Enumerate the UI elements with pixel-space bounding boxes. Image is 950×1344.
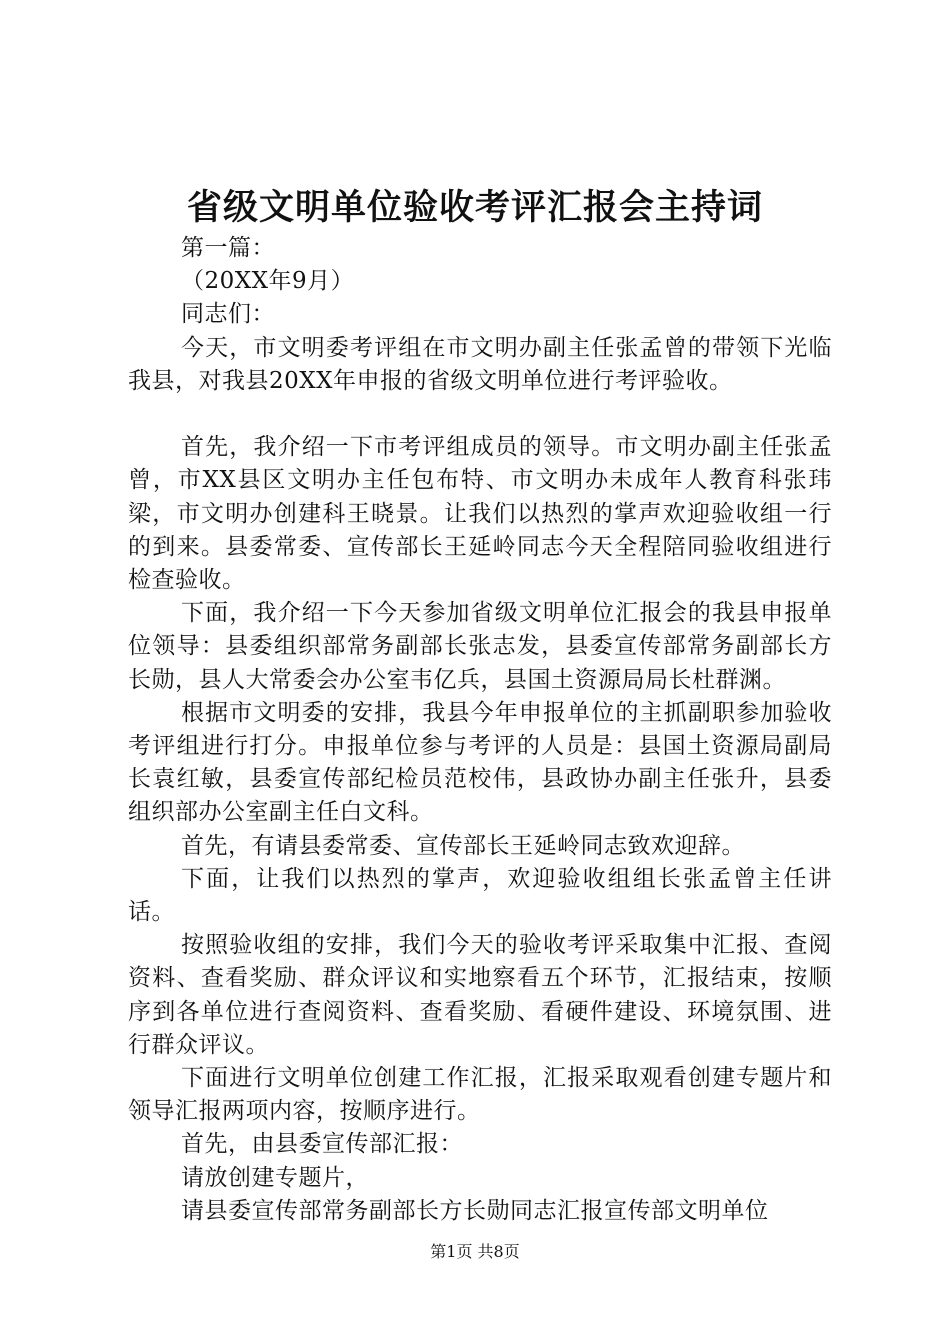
paragraph-salutation: 同志们： bbox=[181, 301, 275, 328]
paragraph: 首先，有请县委常委、宣传部长王延岭同志致欢迎辞。 bbox=[181, 832, 745, 859]
document-title: 省级文明单位验收考评汇报会主持词 bbox=[186, 187, 763, 228]
blank-line bbox=[128, 398, 832, 431]
paragraph: 根据市文明委的安排，我县今年申报单位的主抓副职参加验收考评组进行打分。申报单位参与考评的人员是：县国土资源局副局长袁红敏，县委宣传部纪检员范校伟，县政协办副主任张升，县委组织部办公室副主任白文科。 bbox=[128, 699, 832, 826]
paragraph: 首先，我介绍一下市考评组成员的领导。市文明办副主任张孟曾，市XX县区文明办主任包布特、市文明办未成年人教育科张玮梁，市文明办创建科王晓景。让我们以热烈的掌声欢迎验收组一行的到来。县委常委、宣传部长王延岭同志今天全程陪同验收组进行检查验收。 bbox=[128, 434, 832, 594]
paragraph: 按照验收组的安排，我们今天的验收考评采取集中汇报、查阅资料、查看奖励、群众评议和实地察看五个环节，汇报结束，按顺序到各单位进行查阅资料、查看奖励、看硬件建设、环境氛围、进行群众评议。 bbox=[128, 932, 832, 1058]
paragraph-date: （20XX年9月） bbox=[181, 268, 355, 295]
paragraph-section-label: 第一篇： bbox=[181, 235, 275, 261]
paragraph: 首先，由县委宣传部汇报： bbox=[181, 1131, 463, 1158]
paragraph: 请县委宣传部常务副部长方长勋同志汇报宣传部文明单位 bbox=[181, 1197, 769, 1224]
paragraph: 下面，让我们以热烈的掌声，欢迎验收组组长张孟曾主任讲话。 bbox=[128, 865, 832, 926]
page-number-footer: 第1页 共8页 bbox=[430, 1242, 520, 1261]
paragraph: 下面进行文明单位创建工作汇报，汇报采取观看创建专题片和领导汇报两项内容，按顺序进行。 bbox=[128, 1065, 832, 1125]
paragraph: 今天，市文明委考评组在市文明办副主任张孟曾的带领下光临我县，对我县20XX年申报的省级文明单位进行考评验收。 bbox=[128, 334, 832, 394]
paragraph: 下面，我介绍一下今天参加省级文明单位汇报会的我县申报单位领导：县委组织部常务副部长张志发，县委宣传部常务副部长方长勋，县人大常委会办公室韦亿兵，县国土资源局局长杜群渊。 bbox=[128, 600, 832, 693]
paragraph: 请放创建专题片， bbox=[181, 1164, 369, 1191]
document-body bbox=[128, 232, 832, 1228]
